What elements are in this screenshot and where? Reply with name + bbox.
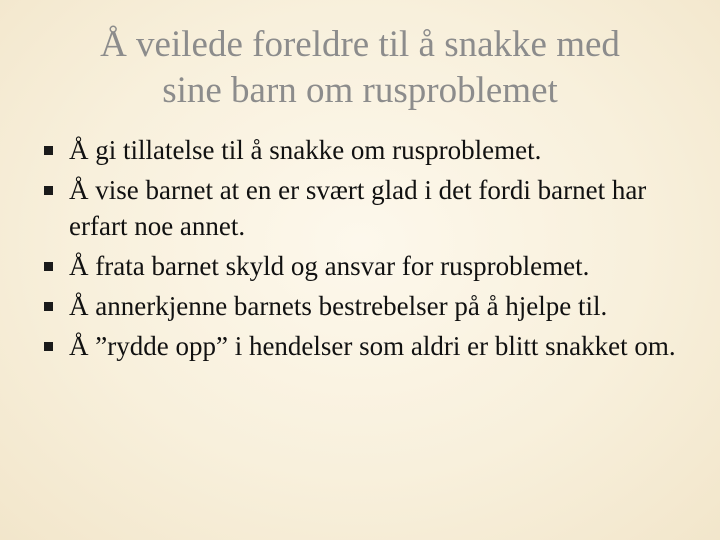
bullet-text: Å gi tillatelse til å snakke om rusproblemet. [69,135,542,165]
slide-title [40,22,680,114]
slide-title-line-2: sine barn om rusproblemet [162,70,558,111]
bullet-item-3 [40,248,700,284]
bullet-item-4 [40,288,700,324]
square-bullet-icon [44,342,53,351]
bullet-text: Å frata barnet skyld og ansvar for rusproblemet. [69,251,590,281]
bullet-text: Å annerkjenne barnets bestrebelser på å hjelpe til. [69,291,608,321]
bullet-text: Å vise barnet at en er svært glad i det fordi barnet har erfart noe annet. [69,175,647,241]
bullet-item-2 [40,172,700,244]
bullet-item-5 [40,328,700,364]
square-bullet-icon [44,146,53,155]
square-bullet-icon [44,262,53,271]
bullet-item-1 [40,132,700,168]
square-bullet-icon [44,186,53,195]
bullet-list [40,132,700,368]
square-bullet-icon [44,302,53,311]
bullet-text: Å ”rydde opp” i hendelser som aldri er blitt snakket om. [69,331,676,361]
slide-title-line-1: Å veilede foreldre til å snakke med [100,24,620,65]
